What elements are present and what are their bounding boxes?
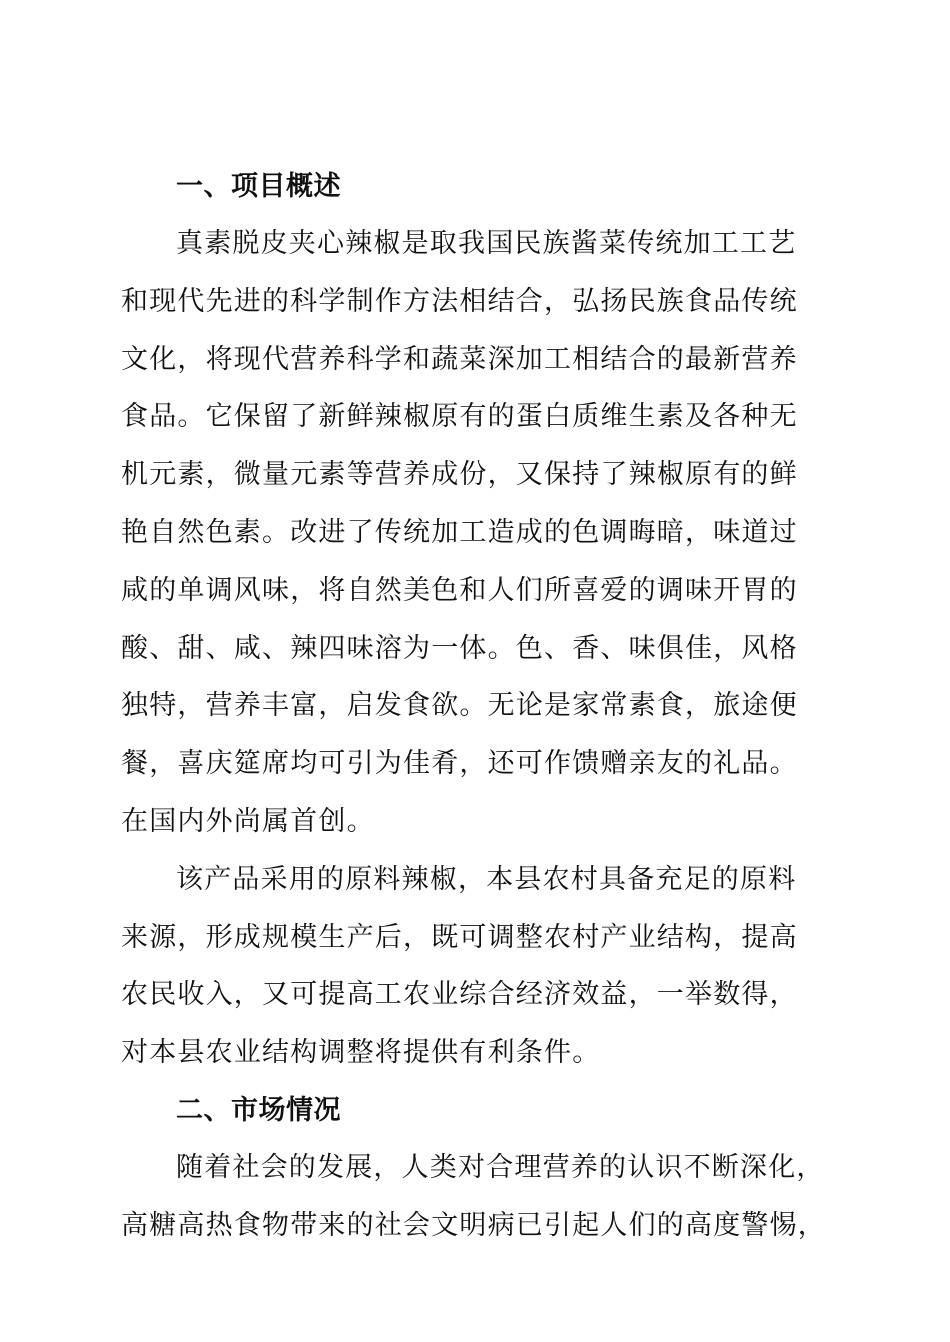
text-line: 文化，将现代营养科学和蔬菜深加工相结合的最新营养 xyxy=(121,343,798,375)
text-line: 酸、甜、咸、辣四味溶为一体。色、香、味俱佳，风格 xyxy=(121,632,798,664)
paragraph-raw-material xyxy=(121,851,831,1082)
text-line: 真素脱皮夹心辣椒是取我国民族酱菜传统加工工艺 xyxy=(176,228,797,259)
text-line: 独特，营养丰富，启发食欲。无论是家常素食，旅途便 xyxy=(121,690,798,722)
section-heading-market-situation: 二、市场情况 xyxy=(176,1094,341,1126)
text-line: 随着社会的发展，人类对合理营养的认识不断深化， xyxy=(176,1151,825,1183)
text-line: 来源，形成规模生产后，既可调整农村产业结构，提高 xyxy=(121,921,798,953)
section-heading-project-overview: 一、项目概述 xyxy=(176,171,341,202)
text-line: 食品。它保留了新鲜辣椒原有的蛋白质维生素及各种无 xyxy=(121,401,798,433)
text-line: 咸的单调风味，将自然美色和人们所喜爱的调味开胃的 xyxy=(121,574,798,606)
text-line: 对本县农业结构调整将提供有利条件。 xyxy=(121,1037,601,1069)
paragraph-market-intro xyxy=(121,1139,831,1255)
text-line: 机元素，微量元素等营养成份，又保持了辣椒原有的鲜 xyxy=(121,459,798,491)
text-line: 餐，喜庆筵席均可引为佳肴，还可作馈赠亲友的礼品。 xyxy=(121,748,798,780)
text-line: 高糖高热食物带来的社会文明病已引起人们的高度警惕， xyxy=(121,1209,826,1241)
text-line: 该产品采用的原料辣椒，本县农村具备充足的原料 xyxy=(176,863,797,895)
text-line: 在国内外尚属首创。 xyxy=(121,805,375,837)
text-line: 农民收入，又可提高工农业综合经济效益，一举数得， xyxy=(121,979,798,1011)
document-body xyxy=(121,158,831,1255)
paragraph-product-description xyxy=(121,215,831,851)
text-line: 和现代先进的科学制作方法相结合，弘扬民族食品传统 xyxy=(121,285,798,317)
text-line: 艳自然色素。改进了传统加工造成的色调晦暗，味道过 xyxy=(121,516,798,548)
